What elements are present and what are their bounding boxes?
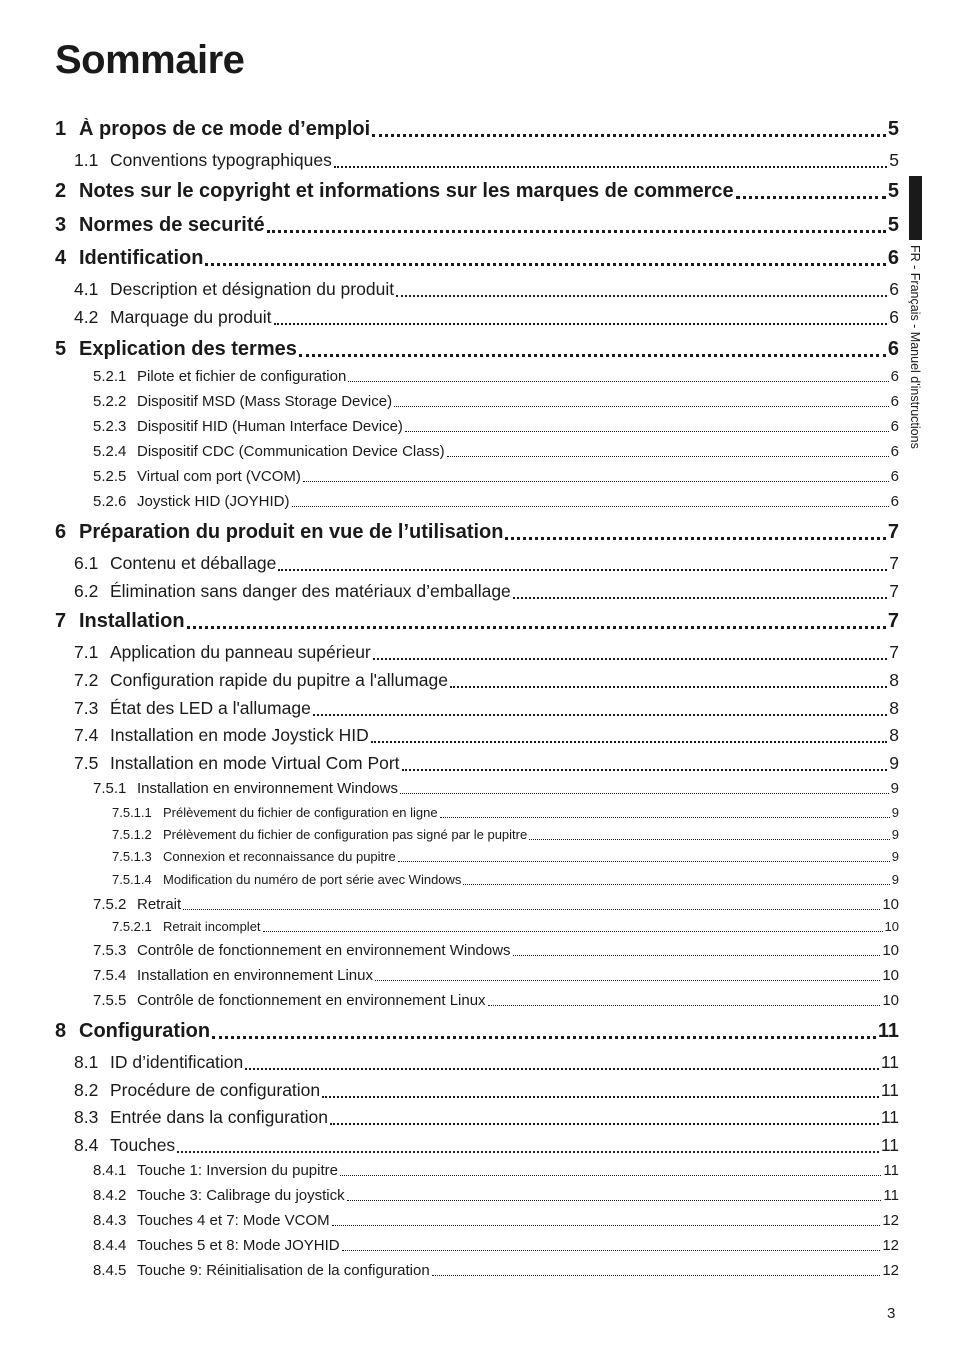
toc-entry-title: Installation en mode Virtual Com Port bbox=[110, 753, 400, 773]
dot-leader bbox=[212, 1036, 876, 1039]
toc-entry-number: 4 bbox=[55, 247, 67, 269]
toc-entry-number: 7.2 bbox=[74, 670, 99, 690]
toc-entry-title: Contrôle de fonctionnement en environnement Windows bbox=[137, 942, 511, 959]
toc-entry-title: Touche 9: Réinitialisation de la configuration bbox=[137, 1262, 430, 1279]
toc-entry-page: 6 bbox=[889, 307, 899, 327]
toc-entry-level2[interactable] bbox=[74, 553, 899, 574]
toc-entry-page: 5 bbox=[887, 118, 899, 140]
dot-leader bbox=[405, 431, 889, 432]
dot-leader bbox=[463, 884, 889, 885]
toc-entry-level3[interactable] bbox=[93, 418, 899, 435]
toc-entry-page: 9 bbox=[889, 753, 899, 773]
toc-entry-title: Virtual com port (VCOM) bbox=[137, 468, 301, 485]
toc-entry-page: 5 bbox=[889, 150, 899, 170]
dot-leader bbox=[303, 481, 889, 482]
toc-entry-level4[interactable] bbox=[112, 919, 899, 934]
toc-entry-number: 8.1 bbox=[74, 1052, 99, 1072]
dot-leader bbox=[274, 323, 888, 325]
toc-entry-title: Description et désignation du produit bbox=[110, 279, 395, 299]
toc-entry-title: Touches 5 et 8: Mode JOYHID bbox=[137, 1237, 340, 1254]
toc-entry-level3[interactable] bbox=[93, 1187, 899, 1204]
dot-leader bbox=[347, 1200, 882, 1201]
toc-entry-title: Dispositif CDC (Communication Device Class) bbox=[137, 443, 445, 460]
toc-entry-number: 7 bbox=[55, 610, 67, 632]
toc-entry-number: 8 bbox=[55, 1020, 67, 1042]
dot-leader bbox=[313, 714, 887, 716]
dot-leader bbox=[278, 569, 887, 571]
toc-entry-number: 4.2 bbox=[74, 307, 99, 327]
dot-leader bbox=[402, 769, 888, 771]
dot-leader bbox=[292, 506, 889, 507]
toc-entry-page: 11 bbox=[883, 1162, 899, 1179]
toc-entry-level1[interactable] bbox=[55, 1020, 899, 1043]
dot-leader bbox=[488, 1005, 881, 1006]
dot-leader bbox=[736, 196, 886, 199]
toc-entry-page: 8 bbox=[889, 698, 899, 718]
toc-entry-page: 10 bbox=[882, 942, 899, 959]
toc-entry-level3[interactable] bbox=[93, 1162, 899, 1179]
toc-entry-number: 8.4.3 bbox=[93, 1212, 127, 1229]
toc-entry-level2[interactable] bbox=[74, 307, 899, 328]
dot-leader bbox=[322, 1096, 879, 1098]
toc-entry-number: 7.1 bbox=[74, 642, 99, 662]
toc-entry-title: Touches 4 et 7: Mode VCOM bbox=[137, 1212, 330, 1229]
toc-entry-number: 5.2.4 bbox=[93, 443, 127, 460]
toc-entry-title: Installation bbox=[79, 610, 185, 632]
toc-entry-page: 6 bbox=[890, 443, 899, 460]
toc-entry-title: Élimination sans danger des matériaux d’emballage bbox=[110, 581, 511, 601]
toc-entry-number: 7.5 bbox=[74, 753, 99, 773]
toc-entry-title: Installation en mode Joystick HID bbox=[110, 725, 369, 745]
toc-entry-page: 9 bbox=[891, 805, 899, 820]
toc-entry-title: Prélèvement du fichier de configuration pas signé par le pupitre bbox=[163, 827, 528, 842]
toc-entry-page: 9 bbox=[891, 827, 899, 842]
toc-entry-number: 8.4.1 bbox=[93, 1162, 127, 1179]
toc-entry-number: 8.4 bbox=[74, 1135, 99, 1155]
toc-entry-level2[interactable] bbox=[74, 670, 899, 691]
dot-leader bbox=[447, 456, 889, 457]
toc-entry-level3[interactable] bbox=[93, 468, 899, 485]
toc-entry-number: 7.4 bbox=[74, 725, 99, 745]
toc-entry-level2[interactable] bbox=[74, 581, 899, 602]
toc-entry-level3[interactable] bbox=[93, 1237, 899, 1254]
toc-entry-level2[interactable] bbox=[74, 150, 899, 171]
toc-entry-page: 9 bbox=[890, 780, 899, 797]
toc-entry-level3[interactable] bbox=[93, 493, 899, 510]
toc-entry-page: 6 bbox=[890, 468, 899, 485]
toc-entry-level3[interactable] bbox=[93, 992, 899, 1009]
toc-entry-page: 11 bbox=[880, 1080, 899, 1100]
toc-entry-page: 7 bbox=[887, 610, 899, 632]
toc-entry-page: 10 bbox=[882, 967, 899, 984]
toc-entry-title: Marquage du produit bbox=[110, 307, 272, 327]
sidebar-language-label: FR - Français - Manuel d'instructions bbox=[908, 245, 922, 449]
toc-entry-number: 8.4.4 bbox=[93, 1237, 127, 1254]
toc-entry-level1[interactable] bbox=[55, 180, 899, 203]
toc-entry-title: Retrait bbox=[137, 896, 182, 913]
toc-entry-number: 3 bbox=[55, 214, 67, 236]
toc-entry-page: 10 bbox=[882, 992, 899, 1009]
toc-entry-title: Dispositif MSD (Mass Storage Device) bbox=[137, 393, 393, 410]
toc-entry-page: 12 bbox=[882, 1212, 899, 1229]
toc-entry-title: ID d’identification bbox=[110, 1052, 244, 1072]
dot-leader bbox=[372, 134, 886, 137]
dot-leader bbox=[187, 626, 886, 629]
toc-entry-page: 11 bbox=[880, 1052, 899, 1072]
toc-entry-title: Connexion et reconnaissance du pupitre bbox=[163, 849, 396, 864]
dot-leader bbox=[375, 980, 880, 981]
dot-leader bbox=[263, 931, 883, 932]
dot-leader bbox=[177, 1151, 879, 1153]
toc-entry-title: Contrôle de fonctionnement en environnement Linux bbox=[137, 992, 486, 1009]
toc-entry-page: 6 bbox=[890, 368, 899, 385]
dot-leader bbox=[267, 230, 886, 233]
toc-entry-page: 9 bbox=[891, 849, 899, 864]
toc-entry-title: Configuration rapide du pupitre a l'allumage bbox=[110, 670, 449, 690]
toc-entry-number: 7.5.1.1 bbox=[112, 805, 152, 820]
dot-leader bbox=[398, 861, 890, 862]
toc-entry-page: 6 bbox=[887, 247, 899, 269]
toc-entry-level4[interactable] bbox=[112, 872, 899, 887]
toc-entry-number: 7.5.1 bbox=[93, 780, 127, 797]
toc-entry-level1[interactable] bbox=[55, 118, 899, 141]
toc-entry-page: 12 bbox=[882, 1237, 899, 1254]
toc-entry-page: 7 bbox=[887, 521, 899, 543]
page-number: 3 bbox=[887, 1305, 896, 1322]
toc-entry-level1[interactable] bbox=[55, 338, 899, 361]
toc-entry-page: 11 bbox=[877, 1020, 899, 1042]
toc-entry-page: 10 bbox=[884, 919, 899, 934]
toc-entry-level4[interactable] bbox=[112, 827, 899, 842]
toc-entry-number: 1.1 bbox=[74, 150, 99, 170]
toc-entry-page: 11 bbox=[880, 1107, 899, 1127]
toc-entry-title: Entrée dans la configuration bbox=[110, 1107, 328, 1127]
toc-entry-level3[interactable] bbox=[93, 967, 899, 984]
toc-entry-number: 2 bbox=[55, 180, 67, 202]
dot-leader bbox=[245, 1068, 879, 1070]
toc-entry-number: 8.3 bbox=[74, 1107, 99, 1127]
toc-entry-title: Normes de securité bbox=[79, 214, 265, 236]
toc-entry-page: 5 bbox=[887, 180, 899, 202]
toc-entry-number: 7.3 bbox=[74, 698, 99, 718]
toc-entry-page: 12 bbox=[882, 1262, 899, 1279]
toc-entry-level2[interactable] bbox=[74, 753, 899, 774]
toc-entry-level2[interactable] bbox=[74, 1107, 899, 1128]
toc-entry-page: 10 bbox=[882, 896, 899, 913]
toc-entry-level1[interactable] bbox=[55, 521, 899, 544]
toc-entry-title: Modification du numéro de port série avec Windows bbox=[163, 872, 462, 887]
toc-entry-number: 7.5.1.3 bbox=[112, 849, 152, 864]
dot-leader bbox=[529, 839, 890, 840]
dot-leader bbox=[332, 1225, 881, 1226]
toc-entry-level3[interactable] bbox=[93, 780, 899, 797]
toc-entry-page: 6 bbox=[890, 493, 899, 510]
toc-entry-title: Notes sur le copyright et informations sur les marques de commerce bbox=[79, 180, 734, 202]
toc-entry-level3[interactable] bbox=[93, 942, 899, 959]
toc-entry-page: 11 bbox=[880, 1135, 899, 1155]
toc-entry-level3[interactable] bbox=[93, 896, 899, 913]
toc-entry-number: 7.5.1.4 bbox=[112, 872, 152, 887]
toc-entry-number: 1 bbox=[55, 118, 67, 140]
toc-entry-level3[interactable] bbox=[93, 1262, 899, 1279]
toc-entry-level2[interactable] bbox=[74, 1080, 899, 1101]
page-title: Sommaire bbox=[55, 38, 245, 82]
toc-entry-number: 8.4.5 bbox=[93, 1262, 127, 1279]
toc-entry-title: Retrait incomplet bbox=[163, 919, 261, 934]
dot-leader bbox=[505, 537, 885, 540]
toc-entry-level2[interactable] bbox=[74, 1135, 899, 1156]
dot-leader bbox=[513, 597, 887, 599]
toc-entry-level4[interactable] bbox=[112, 849, 899, 864]
toc-entry-title: Dispositif HID (Human Interface Device) bbox=[137, 418, 403, 435]
toc-entry-title: Procédure de configuration bbox=[110, 1080, 321, 1100]
toc-entry-number: 7.5.1.2 bbox=[112, 827, 152, 842]
toc-entry-title: Configuration bbox=[79, 1020, 211, 1042]
toc-entry-number: 6.1 bbox=[74, 553, 99, 573]
toc-entry-title: État des LED a l'allumage bbox=[110, 698, 311, 718]
toc-entry-number: 6 bbox=[55, 521, 67, 543]
dot-leader bbox=[330, 1123, 879, 1125]
toc-entry-level2[interactable] bbox=[74, 642, 899, 663]
toc-entry-number: 5 bbox=[55, 338, 67, 360]
toc-entry-level2[interactable] bbox=[74, 279, 899, 300]
toc-entry-page: 9 bbox=[891, 872, 899, 887]
toc-entry-title: Prélèvement du fichier de configuration en ligne bbox=[163, 805, 438, 820]
toc-entry-title: Préparation du produit en vue de l’utilisation bbox=[79, 521, 504, 543]
toc-entry-title: Application du panneau supérieur bbox=[110, 642, 371, 662]
toc-entry-page: 7 bbox=[889, 642, 899, 662]
toc-entry-number: 4.1 bbox=[74, 279, 99, 299]
toc-entry-level4[interactable] bbox=[112, 805, 899, 820]
toc-entry-level3[interactable] bbox=[93, 1212, 899, 1229]
sidebar-tab-marker bbox=[909, 176, 922, 240]
toc-entry-number: 5.2.6 bbox=[93, 493, 127, 510]
toc-entry-page: 7 bbox=[889, 553, 899, 573]
dot-leader bbox=[394, 406, 889, 407]
toc-entry-page: 7 bbox=[889, 581, 899, 601]
dot-leader bbox=[348, 381, 888, 382]
toc-entry-page: 8 bbox=[889, 725, 899, 745]
toc-entry-title: Installation en environnement Windows bbox=[137, 780, 398, 797]
dot-leader bbox=[373, 658, 888, 660]
dot-leader bbox=[340, 1175, 881, 1176]
toc-entry-title: Touche 1: Inversion du pupitre bbox=[137, 1162, 338, 1179]
toc-entry-title: Joystick HID (JOYHID) bbox=[137, 493, 290, 510]
toc-entry-page: 6 bbox=[890, 418, 899, 435]
toc-entry-number: 5.2.3 bbox=[93, 418, 127, 435]
toc-entry-number: 5.2.2 bbox=[93, 393, 127, 410]
dot-leader bbox=[450, 686, 887, 688]
toc-entry-level1[interactable] bbox=[55, 610, 899, 633]
dot-leader bbox=[299, 354, 886, 357]
toc-entry-title: À propos de ce mode d’emploi bbox=[79, 118, 371, 140]
toc-entry-title: Pilote et fichier de configuration bbox=[137, 368, 347, 385]
toc-entry-number: 7.5.5 bbox=[93, 992, 127, 1009]
toc-entry-level1[interactable] bbox=[55, 214, 899, 237]
toc-entry-level2[interactable] bbox=[74, 698, 899, 719]
toc-entry-page: 5 bbox=[887, 214, 899, 236]
toc-entry-page: 6 bbox=[889, 279, 899, 299]
toc-entry-number: 5.2.1 bbox=[93, 368, 127, 385]
toc-entry-page: 11 bbox=[883, 1187, 899, 1204]
toc-entry-level1[interactable] bbox=[55, 247, 899, 270]
toc-entry-title: Explication des termes bbox=[79, 338, 297, 360]
dot-leader bbox=[342, 1250, 881, 1251]
toc-entry-title: Touches bbox=[110, 1135, 176, 1155]
toc-entry-number: 7.5.2 bbox=[93, 896, 127, 913]
toc-entry-number: 7.5.4 bbox=[93, 967, 127, 984]
dot-leader bbox=[400, 793, 889, 794]
toc-entry-title: Installation en environnement Linux bbox=[137, 967, 373, 984]
toc-entry-page: 6 bbox=[890, 393, 899, 410]
dot-leader bbox=[440, 817, 890, 818]
toc-entry-title: Conventions typographiques bbox=[110, 150, 332, 170]
toc-entry-number: 7.5.3 bbox=[93, 942, 127, 959]
toc-entry-title: Touche 3: Calibrage du joystick bbox=[137, 1187, 345, 1204]
toc-entry-level3[interactable] bbox=[93, 368, 899, 385]
toc-entry-title: Identification bbox=[79, 247, 204, 269]
toc-entry-number: 8.4.2 bbox=[93, 1187, 127, 1204]
dot-leader bbox=[432, 1275, 881, 1276]
toc-entry-number: 6.2 bbox=[74, 581, 99, 601]
toc-entry-page: 8 bbox=[889, 670, 899, 690]
dot-leader bbox=[396, 295, 887, 297]
toc-entry-number: 7.5.2.1 bbox=[112, 919, 152, 934]
toc-entry-level3[interactable] bbox=[93, 443, 899, 460]
dot-leader bbox=[334, 166, 887, 168]
dot-leader bbox=[513, 955, 881, 956]
toc-entry-level2[interactable] bbox=[74, 1052, 899, 1073]
dot-leader bbox=[183, 909, 880, 910]
dot-leader bbox=[205, 263, 885, 266]
toc-entry-page: 6 bbox=[887, 338, 899, 360]
toc-entry-level3[interactable] bbox=[93, 393, 899, 410]
toc-entry-number: 8.2 bbox=[74, 1080, 99, 1100]
toc-entry-title: Contenu et déballage bbox=[110, 553, 277, 573]
toc-entry-level2[interactable] bbox=[74, 725, 899, 746]
dot-leader bbox=[371, 741, 888, 743]
toc-entry-number: 5.2.5 bbox=[93, 468, 127, 485]
